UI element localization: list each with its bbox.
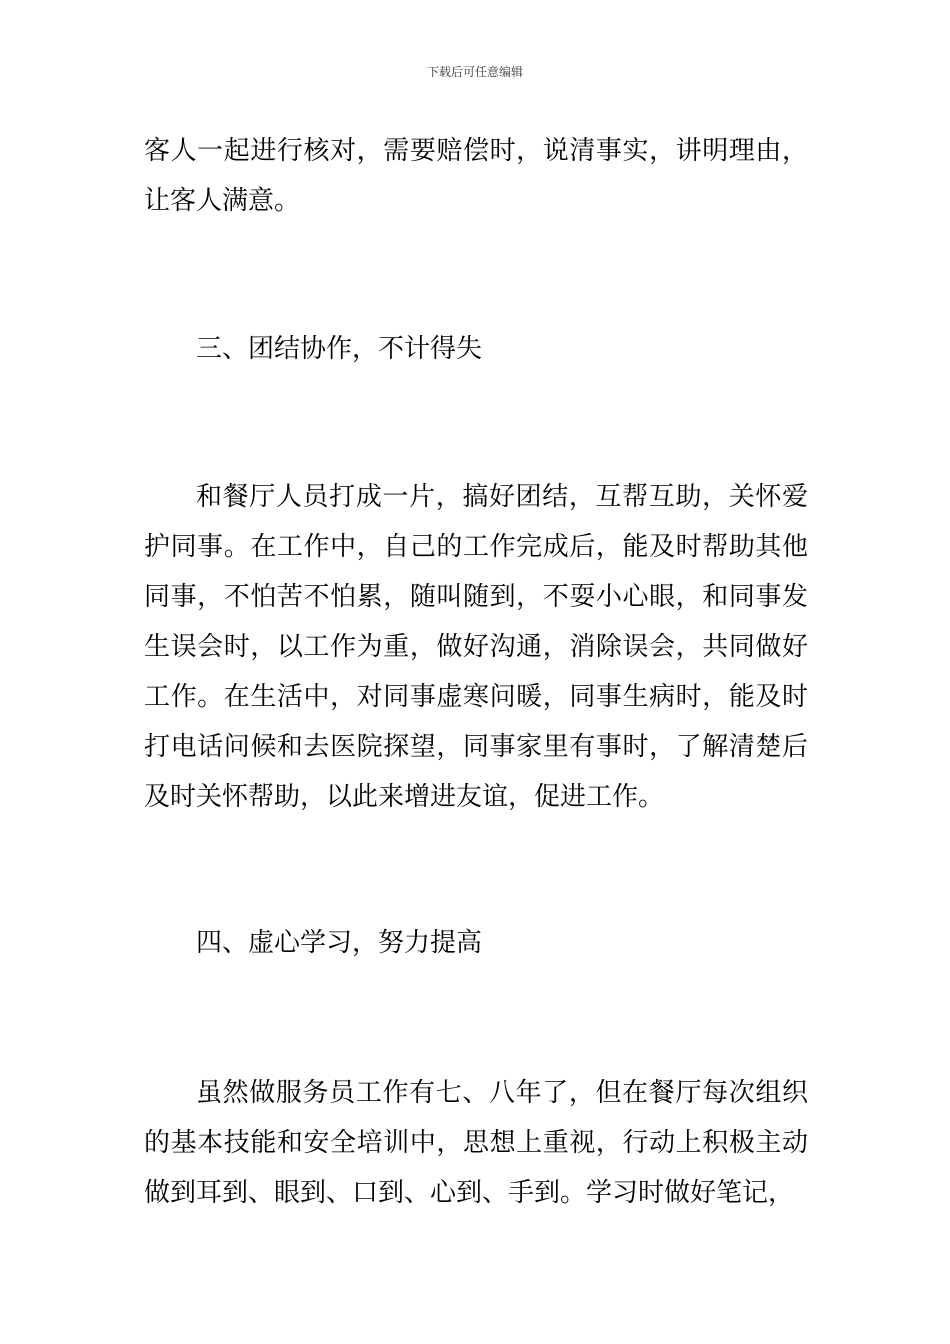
- section-heading-4: 四、虚心学习，努力提高: [196, 928, 483, 958]
- paragraph-learning: 虽然做服务员工作有七、八年了，但在餐厅每次组织的基本技能和安全培训中，思想上重视，行动上积极主动做到耳到、眼到、口到、心到、手到。学习时做好笔记，: [144, 1078, 808, 1208]
- page-header: 下载后可任意编辑: [426, 65, 523, 79]
- paragraph-teamwork: 和餐厅人员打成一片，搞好团结，互帮互助，关怀爱护同事。在工作中，自己的工作完成后，能及时帮助其他同事，不怕苦不怕累，随叫随到，不耍小心眼，和同事发生误会时，以工作为重，做好沟通，消除误会，共同做好工作。在生活中，对同事虚寒问暖，同事生病时，能及时打电话问候和去医院探望，同事家里有事时，了解清楚后及时关怀帮助，以此来增进友谊，促进工作。: [144, 482, 808, 812]
- paragraph-continuation: 客人一起进行核对，需要赔偿时，说清事实，讲明理由，让客人满意。: [144, 136, 808, 216]
- section-heading-3: 三、团结协作，不计得失: [196, 334, 483, 364]
